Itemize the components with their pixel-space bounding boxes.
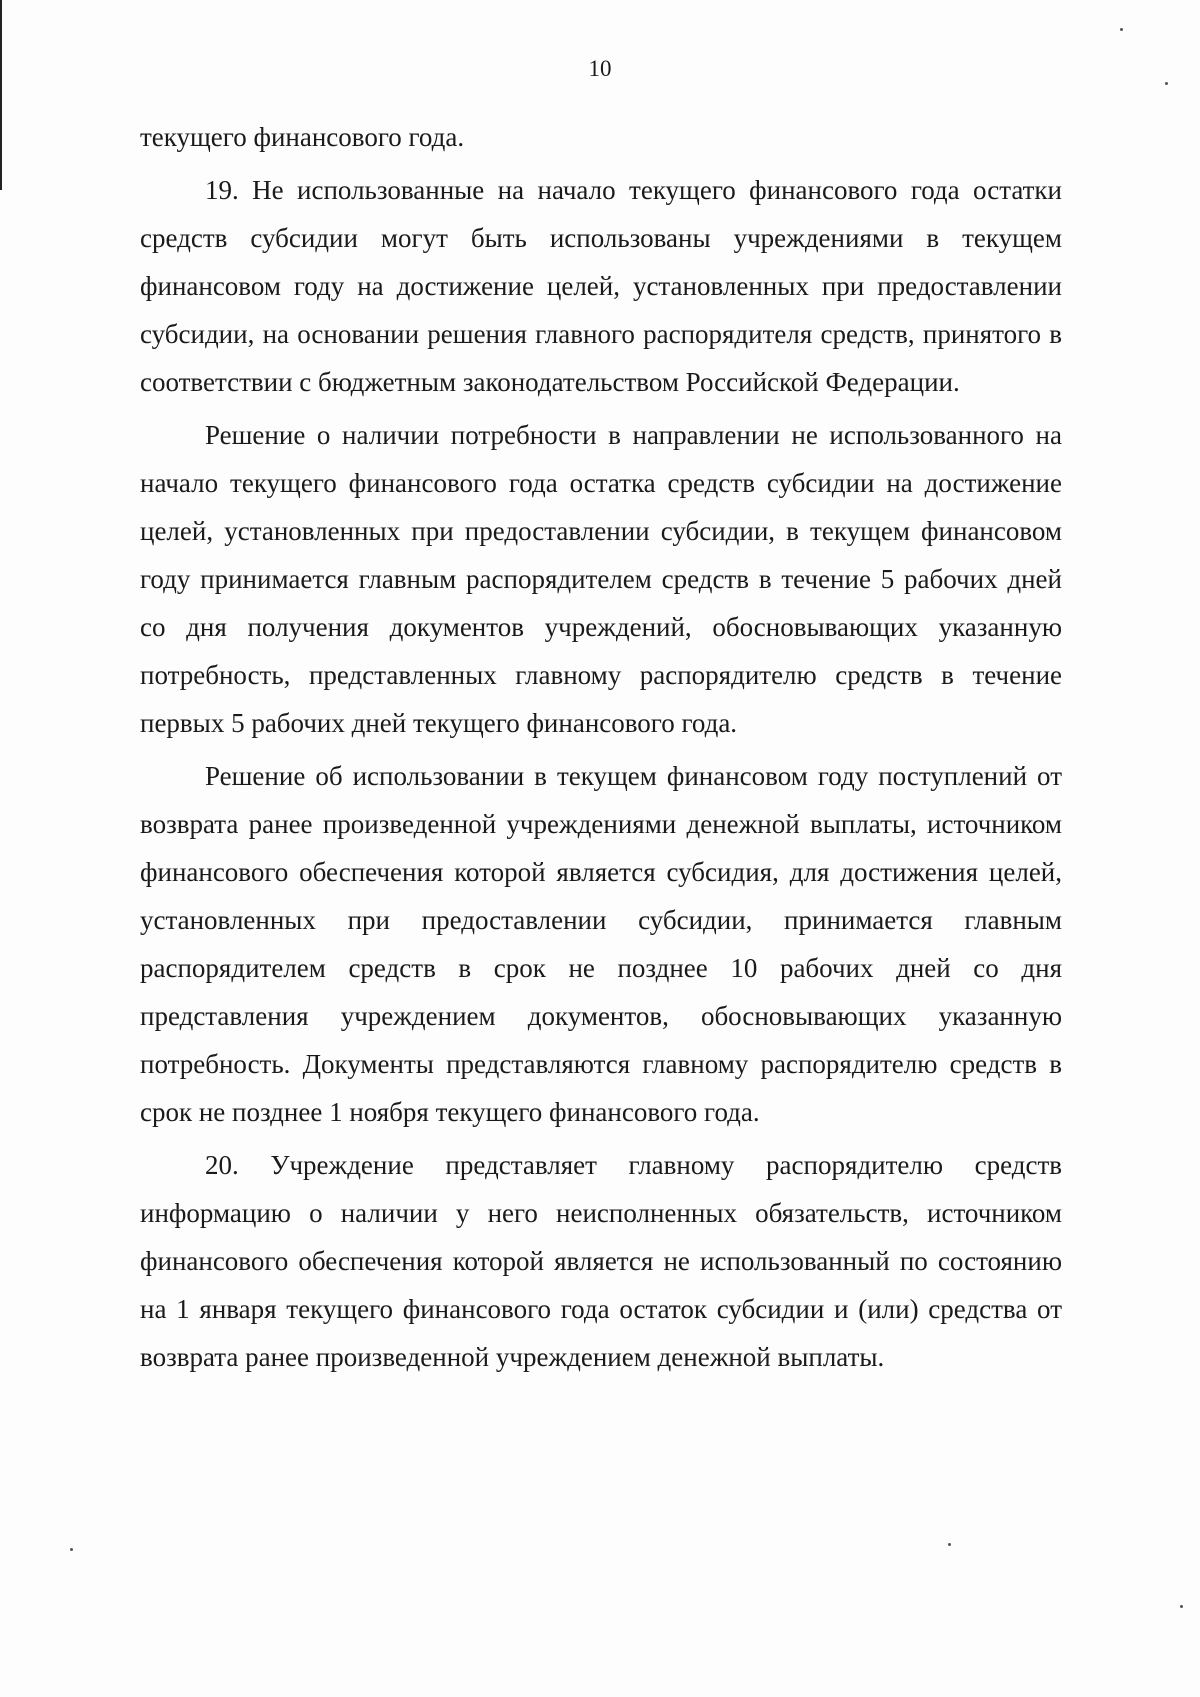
- scan-speck: [948, 1543, 951, 1546]
- scan-speck: [1120, 28, 1123, 31]
- scan-speck: [1180, 1605, 1183, 1608]
- paragraph-item-20: 20. Учреждение представляет главному распорядителю средств информацию о наличии у него неисполненных обязательств, источником финансового обеспечения которой является не использованный по состоянию на 1 января текущего финансового года остаток субсидии и (или) средства от возврата ранее произведенной учреждением денежной выплаты.: [140, 1150, 1062, 1372]
- page-number: 10: [588, 56, 612, 81]
- paragraph-item-19: 19. Не использованные на начало текущего финансового года остатки средств субсидии могут быть использованы учреждениями в текущем финансовом году на достижение целей, установленных при предоставлении субсидии, на основании решения главного распорядителя средств, принятого в соответствии с бюджетным законодательством Российской Федерации.: [140, 175, 1062, 397]
- paragraph-decision-remainder: Решение о наличии потребности в направлении не использованного на начало текущего финансового года остатка средств субсидии на достижение целей, установленных при предоставлении субсидии, в текущем финансовом году принимается главным распорядителем средств в течение 5 рабочих дней со дня получения документов учреждений, обосновывающих указанную потребность, представленных главному распорядителю средств в течение первых 5 рабочих дней текущего финансового года.: [140, 420, 1062, 738]
- scan-speck: [1165, 82, 1168, 85]
- scan-edge-line: [0, 0, 2, 190]
- scan-speck: [70, 1548, 73, 1551]
- document-body: [140, 113, 1062, 1381]
- paragraph-decision-returns: Решение об использовании в текущем финансовом году поступлений от возврата ранее произведенной учреждениями денежной выплаты, источником финансового обеспечения которой является субсидия, для достижения целей, установленных при предоставлении субсидии, принимается главным распорядителем средств в срок не позднее 10 рабочих дней со дня представления учреждением документов, обосновывающих указанную потребность. Документы представляются главному распорядителю средств в срок не позднее 1 ноября текущего финансового года.: [140, 761, 1062, 1127]
- paragraph-continuation: текущего финансового года.: [140, 122, 465, 152]
